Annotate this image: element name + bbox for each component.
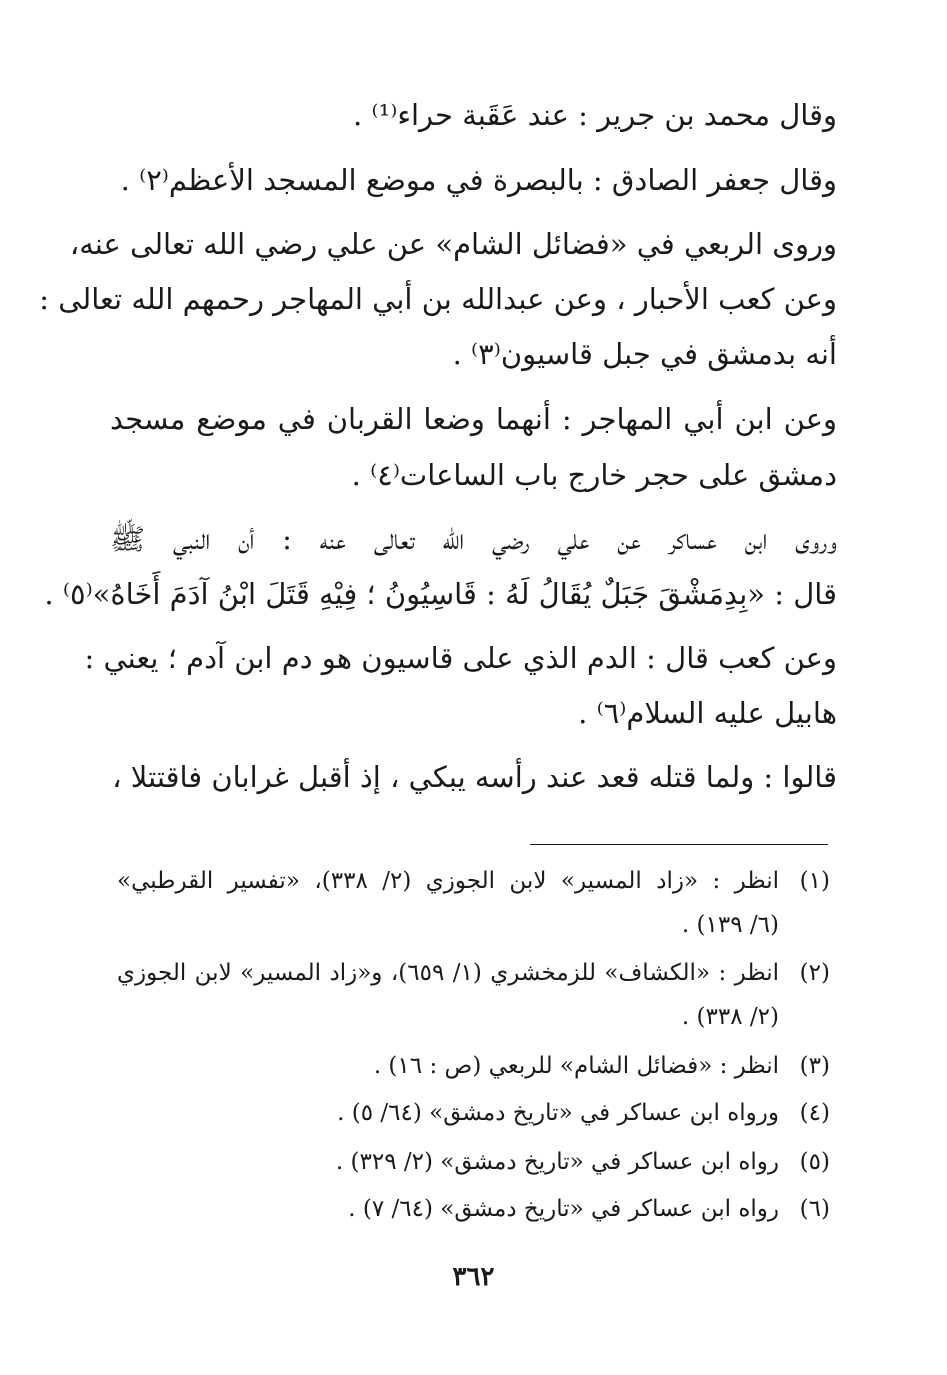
footnote-5-line-1: رواه ابن عساكر في «تاريخ دمشق» (٢/ ٣٢٩) . bbox=[335, 1149, 779, 1175]
footnote-separator bbox=[530, 844, 828, 845]
footnote-number-4: (٤) bbox=[799, 1100, 830, 1126]
body-line-8: وروى ابن عساكر عن علي رضي الله تعالى عنه : أن النبي ﷺ bbox=[110, 522, 837, 556]
body-line-6: وعن ابن أبي المهاجر : أنهما وضعا القربان في موضع مسجد bbox=[110, 402, 837, 436]
body-line-10: وعن كعب قال : الدم الذي على قاسيون هو دم ابن آدم ؛ يعني : bbox=[84, 641, 837, 675]
body-line-1: وقال محمد بن جرير : عند عَقَبة حراء⁽¹⁾ . bbox=[353, 98, 837, 132]
footnote-number-3: (٣) bbox=[799, 1053, 830, 1079]
body-line-5: أنه بدمشق في جبل قاسيون⁽٣⁾ . bbox=[452, 337, 837, 371]
body-line-2: وقال جعفر الصادق : بالبصرة في موضع المسجد الأعظم⁽٢⁾ . bbox=[120, 163, 837, 197]
footnote-4-line-1: ورواه ابن عساكر في «تاريخ دمشق» (٦٤/ ٥) . bbox=[337, 1100, 779, 1126]
footnote-number-6: (٦) bbox=[799, 1196, 830, 1222]
body-line-7: دمشق على حجر خارج باب الساعات⁽٤⁾ . bbox=[351, 458, 837, 492]
footnote-number-1: (١) bbox=[799, 868, 830, 894]
footnote-1-line-1: انظر : «زاد المسير» لابن الجوزي (٢/ ٣٣٨)، «تفسير القرطبي» bbox=[117, 868, 779, 894]
footnote-2-line-1: انظر : «الكشاف» للزمخشري (١/ ٦٥٩)، و«زاد المسير» لابن الجوزي bbox=[117, 960, 779, 986]
footnote-3-line-1: انظر : «فضائل الشام» للربعي (ص : ١٦) . bbox=[373, 1053, 779, 1079]
footnote-number-5: (٥) bbox=[799, 1149, 830, 1175]
page-number: ٣٦٢ bbox=[452, 1262, 495, 1292]
footnote-number-2: (٢) bbox=[799, 960, 830, 986]
footnote-1-line-2: (٦/ ١٣٩) . bbox=[681, 912, 779, 938]
footnote-2-line-2: (٢/ ٣٣٨) . bbox=[681, 1004, 779, 1030]
body-line-11: هابيل عليه السلام⁽٦⁾ . bbox=[578, 696, 837, 730]
body-line-4: وعن كعب الأحبار ، وعن عبدالله بن أبي المهاجر رحمهم الله تعالى : bbox=[39, 282, 837, 316]
footnote-6-line-1: رواه ابن عساكر في «تاريخ دمشق» (٦٤/ ٧) . bbox=[348, 1196, 779, 1222]
body-line-3: وروى الربعي في «فضائل الشام» عن علي رضي الله تعالى عنه، bbox=[69, 227, 837, 261]
body-line-12: قالوا : ولما قتله قعد عند رأسه يبكي ، إذ أقبل غرابان فاقتتلا ، bbox=[112, 760, 837, 794]
body-line-9: قال : «بِدِمَشْقَ جَبَلٌ يُقَالُ لَهُ : قَاسِيُونُ ؛ فِيْهِ قَتَلَ ابْنُ آدَمَ أَخَاهُ»⁽٥⁾ . bbox=[44, 577, 837, 611]
